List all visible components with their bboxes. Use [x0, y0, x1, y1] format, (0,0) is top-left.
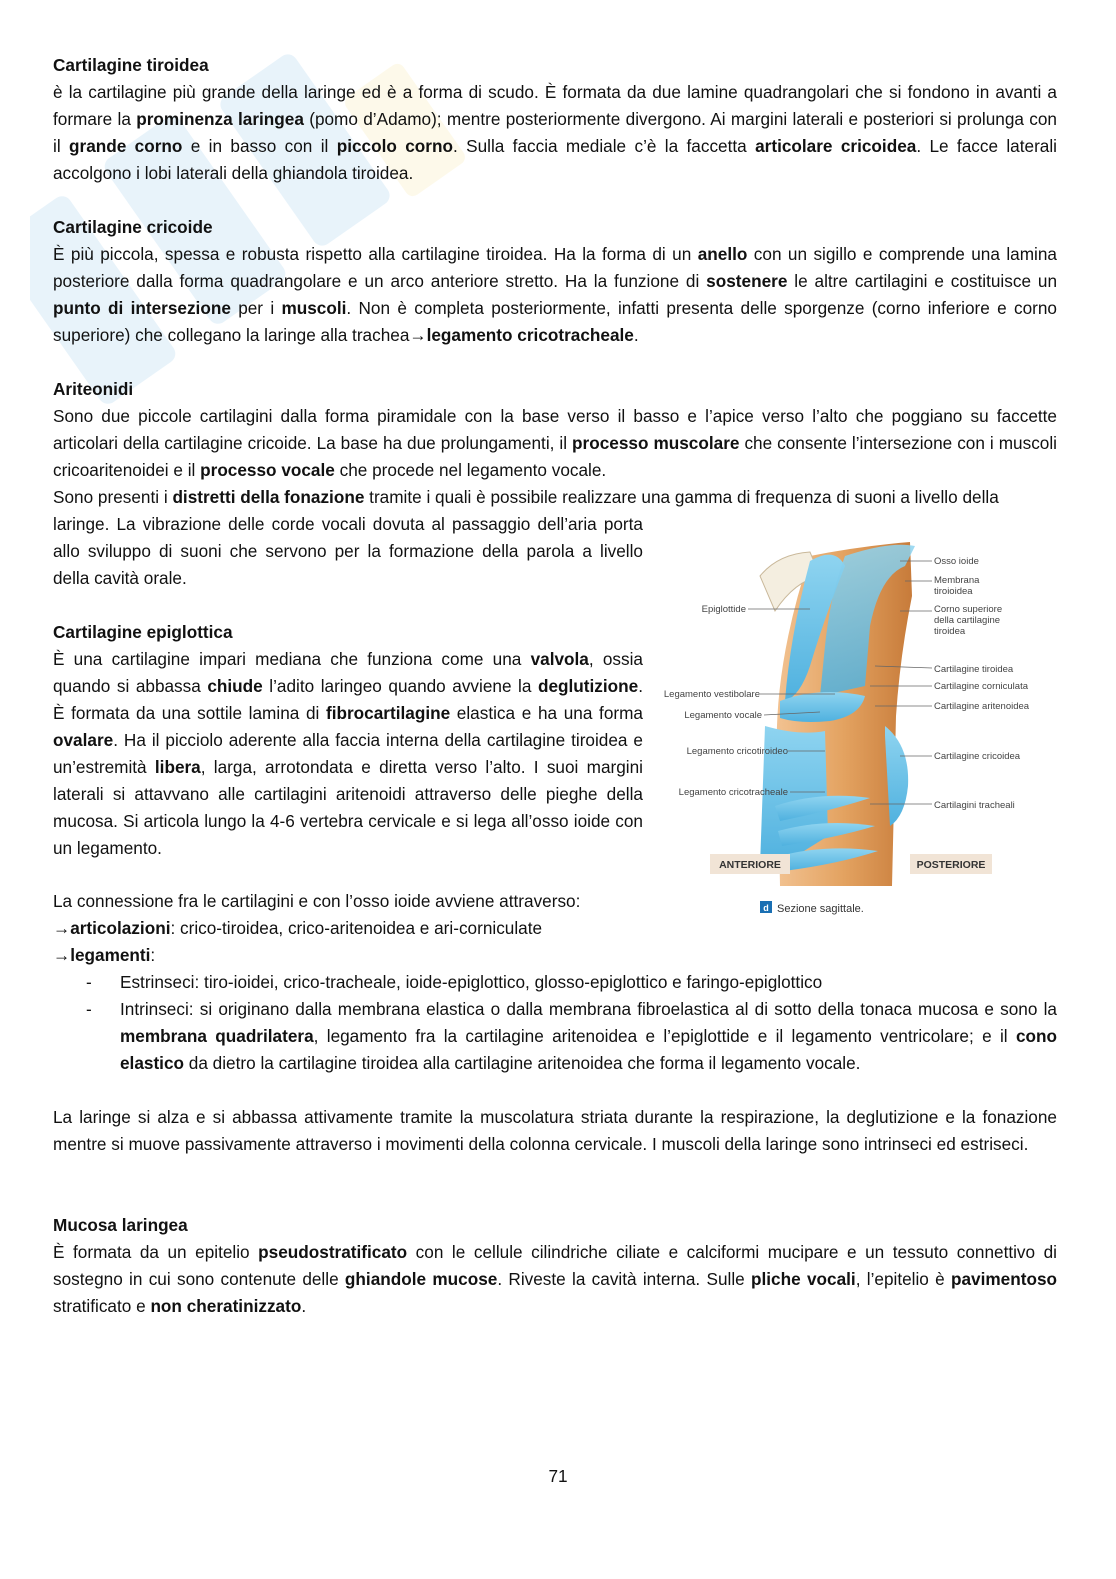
heading-cartilagine-epiglottica: Cartilagine epiglottica	[53, 622, 233, 642]
list-item: - Intrinseci: si originano dalla membrana elastica o dalla membrana fibroelastica al di sotto della tonaca mucosa e sono la membrana quadrilatera, legamento fra la cartilagine aritenoidea e l’epiglottide e il legamento ventricolare; e il cono elastico da dietro la cartilagine tiroidea alla cartilagine aritenoidea che forma il legamento vocale.	[86, 999, 1057, 1073]
label-membrana-2: tiroioidea	[934, 586, 973, 597]
paragraph-ariteonidi: Sono due piccole cartilagini dalla forma piramidale con la base verso il basso e l’apice verso l’alto che poggiano su faccette articolari della cartilagine cricoide. La base ha due prolungamenti, il processo muscolare che consente l’intersezione con i muscoli cricoaritenoidei e il processo vocale che procede nel legamento vocale.	[53, 406, 1057, 480]
tag-posteriore: POSTERIORE	[916, 859, 986, 871]
heading-ariteonidi: Ariteonidi	[53, 379, 134, 399]
label-corno-3: tiroidea	[934, 626, 966, 637]
list-item: - Estrinseci: tiro-ioidei, crico-tracheale, ioide-epiglottico, glosso-epiglottico e faringo-epiglottico	[86, 972, 823, 992]
paragraph-epiglottica: È una cartilagine impari mediana che funziona come una valvola, ossia quando si abbassa chiude l’adito laringeo quando avviene la deglutizione. È formata da una sottile lamina di fibrocartilagine elastica e ha una forma ovalare. Ha il picciolo aderente alla faccia interna della cartilagine tiroidea e un’estremità libera, larga, arrotondata e diretta verso l’alto. I suoi margini laterali si attavvano alle cartilagini aritenoidi attraverso delle pieghe della mucosa. Si articola lungo la 4-6 vertebra cervicale e si lega all’osso ioide con un legamento.	[53, 649, 643, 858]
legamenti-list	[53, 969, 1057, 1077]
label-epiglottide: Epiglottide	[701, 604, 746, 615]
paragraph-movimento: La laringe si alza e si abbassa attivamente tramite la muscolatura striata durante la respirazione, la deglutizione e la fonazione mentre si muove passivamente attraverso i movimenti della colonna cervicale. I muscoli della laringe sono intrinseci ed estriseci.	[53, 1107, 1057, 1154]
arrow-icon: →	[53, 918, 71, 938]
label-legamento-cricotracheale: Legamento cricotracheale	[678, 787, 788, 798]
label-cartilagini-tracheali: Cartilagini tracheali	[934, 800, 1015, 811]
heading-cartilagine-cricoide: Cartilagine cricoide	[53, 217, 213, 237]
heading-cartilagine-tiroidea: Cartilagine tiroidea	[53, 55, 209, 75]
paragraph-connessione: La connessione fra le cartilagini e con l’osso ioide avviene attraverso:	[53, 891, 581, 911]
larynx-sagittal-figure	[660, 536, 1060, 928]
paragraph-cricoide: È più piccola, spessa e robusta rispetto alla cartilagine tiroidea. Ha la forma di un anello con un sigillo e comprende una lamina posteriore dalla forma quadrangolare e un arco anteriore stretto. Ha la funzione di sostenere le altre cartilagini e costituisce un punto di intersezione per i muscoli. Non è completa posteriormente, infatti presenta delle sporgenze (corno inferiore e corno superiore) che collegano la laringe alla trachea→legamento cricotracheale.	[53, 244, 1057, 345]
line-legamenti: →legamenti:	[53, 945, 156, 965]
arrow-icon: →	[53, 945, 71, 965]
line-articolazioni: →articolazioni: crico-tiroidea, crico-aritenoidea e ari-corniculate	[53, 918, 543, 938]
label-corno-1: Corno superiore	[934, 604, 1003, 615]
label-cartilagine-corniculata: Cartilagine corniculata	[934, 681, 1028, 692]
label-legamento-cricotiroideo: Legamento cricotiroideo	[686, 746, 788, 757]
paragraph-fonazione: Sono presenti i distretti della fonazione tramite i quali è possibile realizzare una gamma di frequenza di suoni a livello della	[53, 487, 999, 507]
label-cartilagine-cricoidea: Cartilagine cricoidea	[934, 751, 1021, 762]
label-membrana-1: Membrana	[934, 575, 980, 586]
caption-letter: d	[763, 903, 769, 913]
label-legamento-vocale: Legamento vocale	[684, 710, 762, 721]
paragraph-vibrazione: laringe. La vibrazione delle corde vocali dovuta al passaggio dell’aria porta allo sviluppo di suoni che servono per la formazione della parola a livello della cavità orale.	[53, 514, 643, 588]
paragraph-mucosa: È formata da un epitelio pseudostratificato con le cellule cilindriche ciliate e calciformi mucipare e un tessuto connettivo di sostegno in cui sono contenute delle ghiandole mucose. Riveste la cavità interna. Sulle pliche vocali, l’epitelio è pavimentoso stratificato e non cheratinizzato.	[53, 1242, 1058, 1316]
paragraph-tiroidea: è la cartilagine più grande della laringe ed è a forma di scudo. È formata da due lamine quadrangolari che si fondono in avanti a formare la prominenza laringea (pomo d’Adamo); mentre posteriormente divergono. Ai margini laterali e posteriori si prolunga con il grande corno e in basso con il piccolo corno. Sulla faccia mediale c’è la faccetta articolare cricoidea. Le facce laterali accolgono i lobi laterali della ghiandola tiroidea.	[53, 82, 1057, 183]
page-number: 71	[548, 1466, 568, 1486]
label-osso-ioide: Osso ioide	[934, 556, 979, 567]
arrow-icon: →	[409, 325, 427, 345]
figure-caption: Sezione sagittale.	[777, 903, 864, 915]
label-cartilagine-aritenoidea: Cartilagine aritenoidea	[934, 701, 1030, 712]
heading-mucosa-laringea: Mucosa laringea	[53, 1215, 188, 1235]
label-legamento-vestibolare: Legamento vestibolare	[663, 689, 760, 700]
label-corno-2: della cartilagine	[934, 615, 1001, 626]
tag-anteriore: ANTERIORE	[719, 859, 781, 871]
label-cartilagine-tiroidea: Cartilagine tiroidea	[934, 664, 1014, 675]
